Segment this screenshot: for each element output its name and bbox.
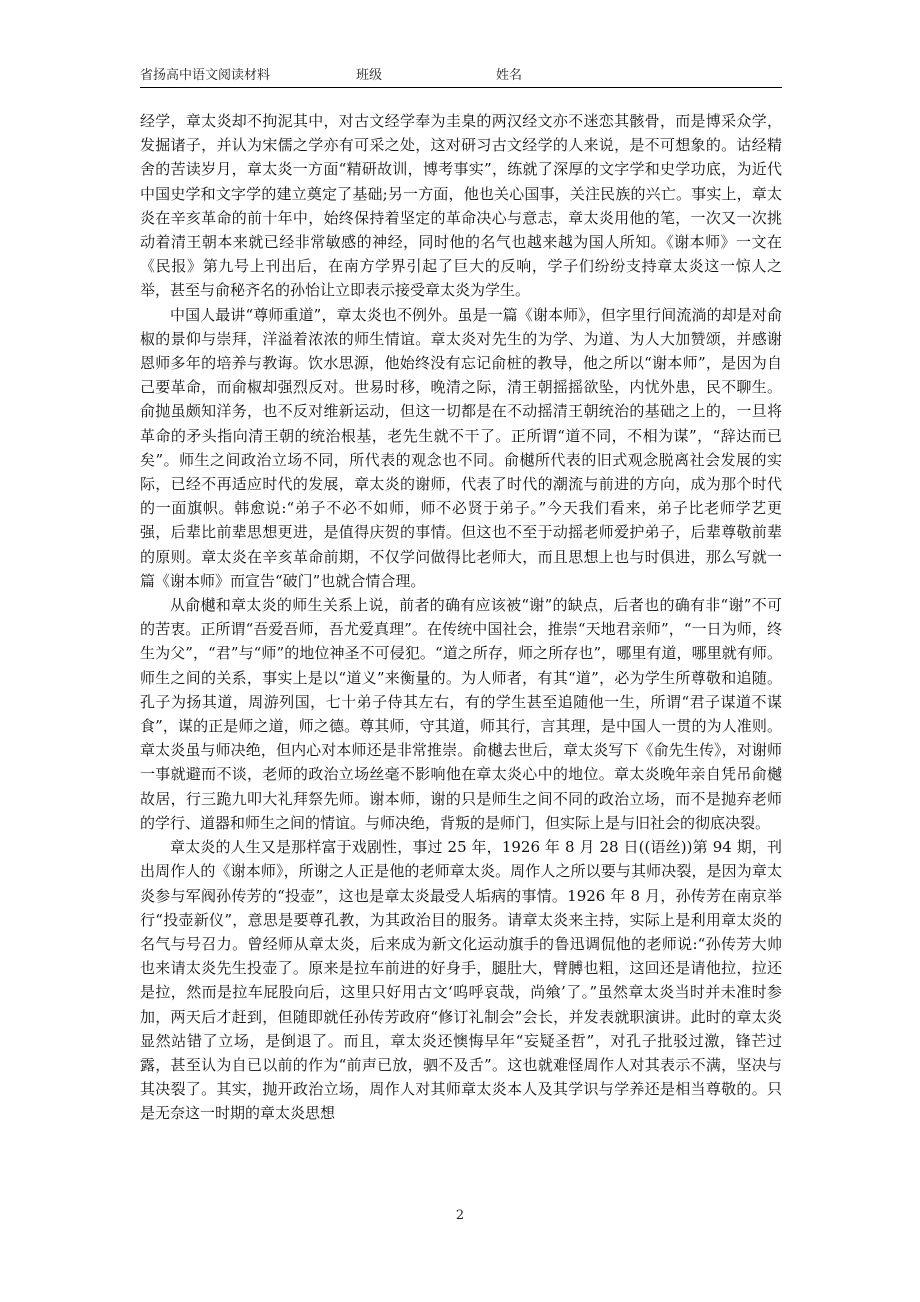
header-title: 省扬高中语文阅读材料 [140, 68, 271, 83]
paragraph: 章太炎的人生又是那样富于戏剧性，事过 25 年，1926 年 8 月 28 日((语丝))第 94 期，刊出周作人的《谢本师》，所谢之人正是他的老师章太炎。周作人之所以要与其师决裂，是因为章太炎参与军阀孙传芳的“投壶”，这也是章太炎最受人垢病的事情。1926 年 8 月，孙传芳在南京举行“投壶新仪”，意思是要尊孔教，为其政治目的服务。请章太炎来主持，实际上是利用章太炎的名气与号召力。曾经师从章太炎，后来成为新文化运动旗手的鲁迅调侃他的老师说:“孙传芳大帅也来请太炎先生投壶了。原来是拉车前进的好身手，腿肚大，臂膊也粗，这回还是请他拉，拉还是拉，然而是拉车屁股向后，这里只好用古文‘呜呼哀哉，尚飨’了。”虽然章太炎当时并未准时参加，两天后才赶到，但随即就任孙传芳政府“修订礼制会”会长，并发表就职演讲。此时的章太炎显然站错了立场，是倒退了。而且，章太炎还懊悔早年“妄疑圣哲”，对孔子批驳过激，锋芒过露，甚至认为自已以前的作为“前声已放，驷不及舌”。这也就难怪周作人对其表示不满，坚决与其决裂了。其实，抛开政治立场，周作人对其师章太炎本人及其学识与学养还是相当尊敬的。只是无奈这一时期的章太炎思想 [140, 838, 782, 1123]
header-class-label: 班级 [356, 68, 383, 83]
paragraph-continued: 经学，章太炎却不拘泥其中，对古文经学奉为圭臬的两汉经文亦不迷恋其骸骨，而是博采众学，发掘诸子，并认为宋儒之学亦有可采之处，这对研习古文经学的人来说，是不可想象的。诂经精舍的苦读岁月，章太炎一方面“精研故训，博考事实”，练就了深厚的文字学和史学功底，为近代中国史学和文字学的建立奠定了基础;另一方面，他也关心国事，关注民族的兴亡。事实上，章太炎在辛亥革命的前十年中，始终保持着坚定的革命决心与意志，章太炎用他的笔，一次又一次挑动着清王朝本来就已经非常敏感的神经，同时他的名气也越来越为国人所知。《谢本师》一文在《民报》第九号上刊出后，在南方学界引起了巨大的反响，学子们纷纷支持章太炎这一惊人之举，甚至与俞秘齐名的孙怡让立即表示接受章太炎为学生。 [140, 112, 782, 300]
page-header [140, 66, 782, 86]
page-number: 2 [455, 1208, 465, 1223]
paragraph: 从俞樾和章太炎的师生关系上说，前者的确有应该被“谢”的缺点，后者也的确有非“谢”不可的苦衷。正所谓“吾爱吾师，吾尤爱真理”。在传统中国社会，推崇“天地君亲师”，“一日为师，终生为父”，“君”与“师”的地位神圣不可侵犯。“道之所存，师之所存也”，哪里有道，哪里就有师。师生之间的关系，事实上是以“道义”来衡量的。为人师者，有其“道”，必为学生所尊敬和追随。孔子为扬其道，周游列国，七十弟子侍其左右，有的学生甚至追随他一生，所谓“君子谋道不谋食”，谋的正是师之道，师之德。尊其师，守其道，师其行，言其理，是中国人一贯的为人准则。章太炎虽与师决绝，但内心对本师还是非常推崇。俞樾去世后，章太炎写下《俞先生传》，对谢师一事就避而不谈，老师的政治立场丝毫不影响他在章太炎心中的地位。章太炎晚年亲自凭吊俞樾故居，行三跪九叩大礼拜祭先师。谢本师，谢的只是师生之间不同的政治立场，而不是抛弃老师的学行、道器和师生之间的情谊。与师决绝，背叛的是师门，但实际上是与旧社会的彻底决裂。 [140, 596, 782, 832]
paragraph: 中国人最讲“尊师重道”，章太炎也不例外。虽是一篇《谢本师》，但字里行间流淌的却是对俞椒的景仰与崇拜，洋溢着浓浓的师生情谊。章太炎对先生的为学、为道、为人大加赞颂，并感谢恩师多年的培养与教诲。饮水思源，他始终没有忘记俞桩的教导，他之所以“谢本师”，是因为自己要革命，而俞椒却强烈反对。世易时移，晚清之际，清王朝摇摇欲坠，内忧外患，民不聊生。俞抛虽颇知洋务，也不反对维新运动，但这一切都是在不动摇清王朝统治的基础之上的，一旦将革命的矛头指向清王朝的统治根基，老先生就不干了。正所谓“道不同，不相为谋”，“辞达而已矣”。师生之间政治立场不同，所代表的观念也不同。俞樾所代表的旧式观念脱离社会发展的实际，已经不再适应时代的发展，章太炎的谢师，代表了时代的潮流与前进的方向，成为那个时代的一面旗帜。韩愈说:“弟子不必不如师，师不必贤于弟子。”今天我们看来，弟子比老师学艺更强，后辈比前辈思想更进，是值得庆贺的事情。但这也不至于动摇老师爱护弟子，后辈尊敬前辈的原则。章太炎在辛亥革命前期，不仅学问做得比老师大，而且思想上也与时俱进，那么写就一篇《谢本师》而宣告“破门”也就合情合理。 [140, 305, 782, 590]
header-name-label: 姓名 [496, 68, 523, 83]
article-body [140, 109, 782, 1126]
header-divider [140, 87, 782, 88]
